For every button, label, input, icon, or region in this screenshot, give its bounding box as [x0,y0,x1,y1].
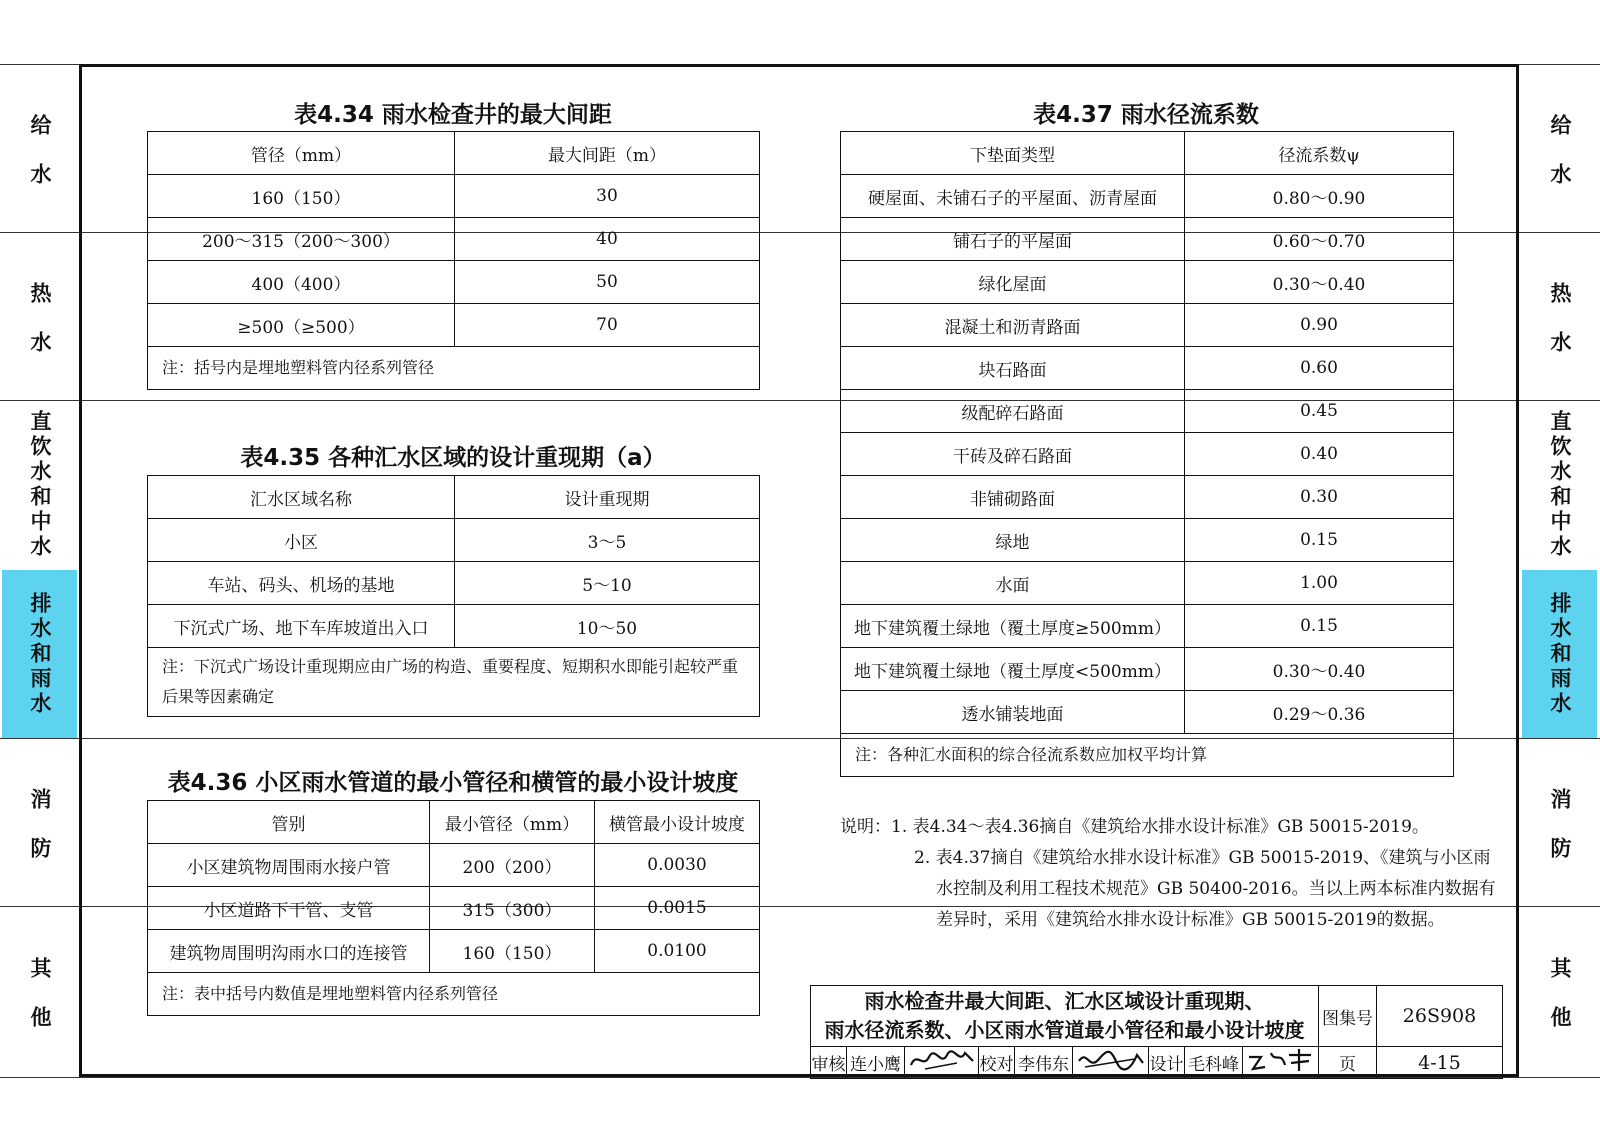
table-cell: 下沉式广场、地下车库坡道出入口 [148,605,455,648]
table-cell: 160（150） [430,930,595,973]
table-cell: 非铺砌路面 [841,476,1185,519]
table-cell: 0.60 [1185,347,1454,390]
table-row [148,519,760,562]
header-cell: 管径（mm） [148,132,455,175]
table-row [841,304,1454,347]
side-tab-drinking-reclaimed-water[interactable]: 直饮水和中水 [1548,410,1572,560]
table-cell: 200（200） [430,844,595,887]
table-4-36 [147,800,760,1016]
table-cell: 小区 [148,519,455,562]
header-cell: 横管最小设计坡度 [595,801,760,844]
table-note-row [148,347,760,390]
table-4-37 [840,131,1454,777]
check-label: 校对 [979,1047,1015,1079]
header-cell: 最小管径（mm） [430,801,595,844]
table-header-row [148,476,760,519]
table-row [841,691,1454,734]
table-cell: 小区道路下干管、支管 [148,887,430,930]
table-note: 注：下沉式广场设计重现期应由广场的构造、重要程度、短期积水即能引起较严重后果等因素确定 [148,648,760,717]
table-cell: 50 [455,261,760,304]
table-row [148,304,760,347]
table-note-row [148,648,760,717]
table-cell: 小区建筑物周围雨水接户管 [148,844,430,887]
side-tab-other[interactable]: 其他 [28,957,52,1055]
table-row [148,605,760,648]
table-row [841,519,1454,562]
side-tab-drainage-rainwater[interactable]: 排水和雨水 [1522,570,1597,738]
table-row [148,218,760,261]
table-cell: 块石路面 [841,347,1185,390]
drawing-title-line-2: 雨水径流系数、小区雨水管道最小管径和最小设计坡度 [824,1018,1305,1042]
reviewer-name: 连小鹰 [847,1047,905,1079]
table-cell: 5～10 [455,562,760,605]
table-cell: 0.15 [1185,519,1454,562]
header-cell: 最大间距（m） [455,132,760,175]
table-cell: 0.30～0.40 [1185,261,1454,304]
side-tab-water-supply[interactable]: 给水 [28,113,52,212]
table-cell: 0.80～0.90 [1185,175,1454,218]
header-cell: 下垫面类型 [841,132,1185,175]
note-line-1 [840,812,1496,843]
table-row [841,218,1454,261]
table-row [148,844,760,887]
reviewer-signature-mark [907,1047,977,1073]
table-cell: 40 [455,218,760,261]
table-row [148,261,760,304]
page-number: 4-15 [1377,1047,1503,1079]
drawing-title-line-1: 雨水检查井最大间距、汇水区域设计重现期、 [864,989,1265,1013]
header-cell: 径流系数ψ [1185,132,1454,175]
table-cell: 0.45 [1185,390,1454,433]
table-note: 注：各种汇水面积的综合径流系数应加权平均计算 [841,734,1454,777]
table-cell: 地下建筑覆土绿地（覆土厚度<500mm） [841,648,1185,691]
table-row [841,390,1454,433]
table-cell: 1.00 [1185,562,1454,605]
table-row [841,347,1454,390]
designer-name: 毛科峰 [1185,1047,1243,1079]
table-row [841,562,1454,605]
page-label: 页 [1319,1047,1377,1079]
table-row [148,887,760,930]
table-row [841,648,1454,691]
header-cell: 设计重现期 [455,476,760,519]
side-tab-drainage-rainwater[interactable]: 排水和雨水 [2,570,77,738]
table-row [841,476,1454,519]
note-item-2-line-3: 差异时，采用《建筑给水排水设计标准》GB 50015-2019的数据。 [936,910,1445,930]
table-cell: 160（150） [148,175,455,218]
table-cell: 0.0100 [595,930,760,973]
table-row [148,175,760,218]
side-tab-water-supply[interactable]: 给水 [1548,113,1572,212]
table-cell: 0.90 [1185,304,1454,347]
notes-lead: 说明： [840,817,891,837]
table-header-row [148,801,760,844]
table-row [148,930,760,973]
table-cell: 绿化屋面 [841,261,1185,304]
table-4-37-title: 表4.37 雨水径流系数 [1033,102,1259,128]
designer-signature-mark [1245,1047,1317,1073]
table-cell: 绿地 [841,519,1185,562]
table-cell: 0.30 [1185,476,1454,519]
checker-signature [1073,1047,1149,1079]
table-cell: 0.0030 [595,844,760,887]
design-label: 设计 [1149,1047,1185,1079]
table-note: 注：表中括号内数值是埋地塑料管内径系列管径 [148,973,760,1016]
checker-name: 李伟东 [1015,1047,1073,1079]
atlas-number-label: 图集号 [1319,986,1377,1047]
table-row [841,433,1454,476]
table-header-row [841,132,1454,175]
table-4-34-title: 表4.34 雨水检查井的最大间距 [294,102,612,128]
side-tab-fire-protection[interactable]: 消防 [28,787,52,886]
note-item-2-line-1: 2. 表4.37摘自《建筑给水排水设计标准》GB 50015-2019、《建筑与小区雨 [914,848,1491,868]
table-4-36-title: 表4.36 小区雨水管道的最小管径和横管的最小设计坡度 [167,770,739,796]
table-cell: 干砖及碎石路面 [841,433,1185,476]
table-cell: 透水铺装地面 [841,691,1185,734]
table-cell: 0.30～0.40 [1185,648,1454,691]
checker-signature-mark [1075,1047,1147,1073]
header-cell: 管别 [148,801,430,844]
title-block [810,985,1503,1079]
table-note: 注：括号内是埋地塑料管内径系列管径 [148,347,760,390]
table-row [841,175,1454,218]
atlas-number: 26S908 [1377,986,1503,1047]
table-cell: 3～5 [455,519,760,562]
table-4-34 [147,131,760,390]
table-cell: 0.29～0.36 [1185,691,1454,734]
table-cell: 400（400） [148,261,455,304]
side-tab-drinking-reclaimed-water[interactable]: 直饮水和中水 [28,410,52,560]
table-cell: 315（300） [430,887,595,930]
table-cell: 0.60～0.70 [1185,218,1454,261]
review-label: 审核 [811,1047,847,1079]
note-item-2-line-2: 水控制及利用工程技术规范》GB 50400-2016。当以上两本标准内数据有 [936,879,1496,899]
table-cell: 铺石子的平屋面 [841,218,1185,261]
table-cell: 级配碎石路面 [841,390,1185,433]
table-note-row [841,734,1454,777]
table-cell: 0.15 [1185,605,1454,648]
table-header-row [148,132,760,175]
side-tab-other[interactable]: 其他 [1548,957,1572,1055]
table-4-35-title: 表4.35 各种汇水区域的设计重现期（a） [240,445,666,471]
table-cell: 10～50 [455,605,760,648]
table-cell: 0.40 [1185,433,1454,476]
table-cell: 建筑物周围明沟雨水口的连接管 [148,930,430,973]
table-cell: ≥500（≥500） [148,304,455,347]
table-cell: 200～315（200～300） [148,218,455,261]
explanatory-notes [840,812,1496,936]
side-tab-fire-protection[interactable]: 消防 [1548,787,1572,886]
table-cell: 30 [455,175,760,218]
table-cell: 硬屋面、未铺石子的平屋面、沥青屋面 [841,175,1185,218]
table-row [148,562,760,605]
table-cell: 水面 [841,562,1185,605]
designer-signature [1243,1047,1319,1079]
table-cell: 车站、码头、机场的基地 [148,562,455,605]
table-cell: 70 [455,304,760,347]
note-item-1: 1. 表4.34～表4.36摘自《建筑给水排水设计标准》GB 50015-2019。 [891,817,1429,837]
side-tab-hot-water[interactable]: 热水 [28,281,52,380]
table-cell: 地下建筑覆土绿地（覆土厚度≥500mm） [841,605,1185,648]
header-cell: 汇水区域名称 [148,476,455,519]
table-note-row [148,973,760,1016]
side-tab-hot-water[interactable]: 热水 [1548,281,1572,380]
table-cell: 0.0015 [595,887,760,930]
reviewer-signature [905,1047,979,1079]
table-row [841,605,1454,648]
table-cell: 混凝土和沥青路面 [841,304,1185,347]
table-4-35 [147,475,760,717]
table-row [841,261,1454,304]
drawing-title [811,986,1319,1047]
